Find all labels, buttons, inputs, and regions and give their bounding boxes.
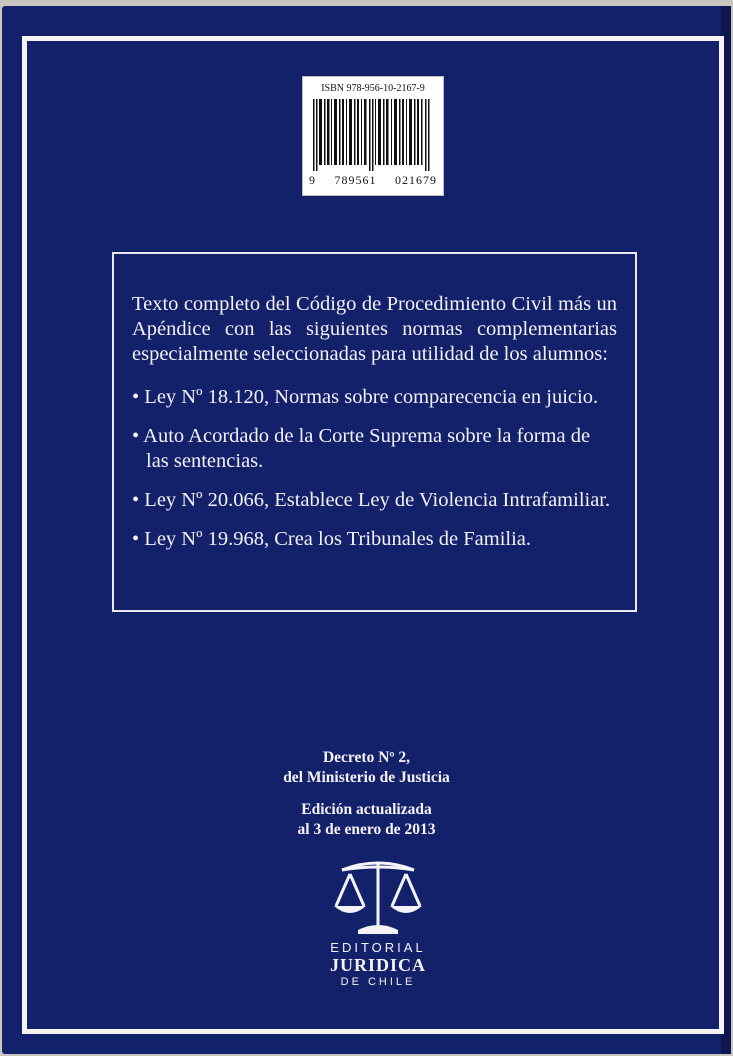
publisher-name-line-2: JURIDICA [329, 955, 426, 975]
barcode-digit-prefix: 9 [309, 173, 316, 187]
barcode-icon [313, 99, 431, 171]
contents-description-box [112, 252, 637, 612]
publisher-name-line-1: EDITORIAL [330, 940, 426, 955]
book-back-cover [2, 6, 731, 1054]
publisher-name-line-3: DE CHILE [340, 976, 416, 988]
contents-item: • Ley Nº 20.066, Establece Ley de Violencia Intrafamiliar. [132, 489, 611, 511]
barcode-digit-group-1: 789561 [334, 173, 377, 187]
edition-line-1: Edición actualizada [301, 801, 432, 818]
contents-item: • Auto Acordado de la Corte Suprema sobre la forma de las sentencias. [132, 425, 591, 472]
contents-item: • Ley Nº 18.120, Normas sobre comparecencia en juicio. [132, 386, 599, 408]
barcode-digits [309, 173, 437, 188]
decree-line-1: Decreto Nº 2, [322, 749, 411, 766]
contents-intro: Texto completo del Código de Procedimiento Civil más un Apéndice con las siguientes normas complementarias especialmente seleccionadas para utilidad de los alumnos: [132, 293, 617, 365]
barcode-digit-group-2: 021679 [395, 173, 437, 187]
edition-line-2: al 3 de enero de 2013 [297, 821, 436, 838]
publisher-logo [328, 858, 428, 998]
scales-of-justice-icon [328, 858, 428, 938]
decree-line-2: del Ministerio de Justicia [283, 769, 450, 786]
barcode-label [302, 76, 444, 196]
contents-item: • Ley Nº 19.968, Crea los Tribunales de Familia. [132, 528, 532, 550]
isbn-text: ISBN 978-956-10-2167-9 [321, 83, 425, 94]
